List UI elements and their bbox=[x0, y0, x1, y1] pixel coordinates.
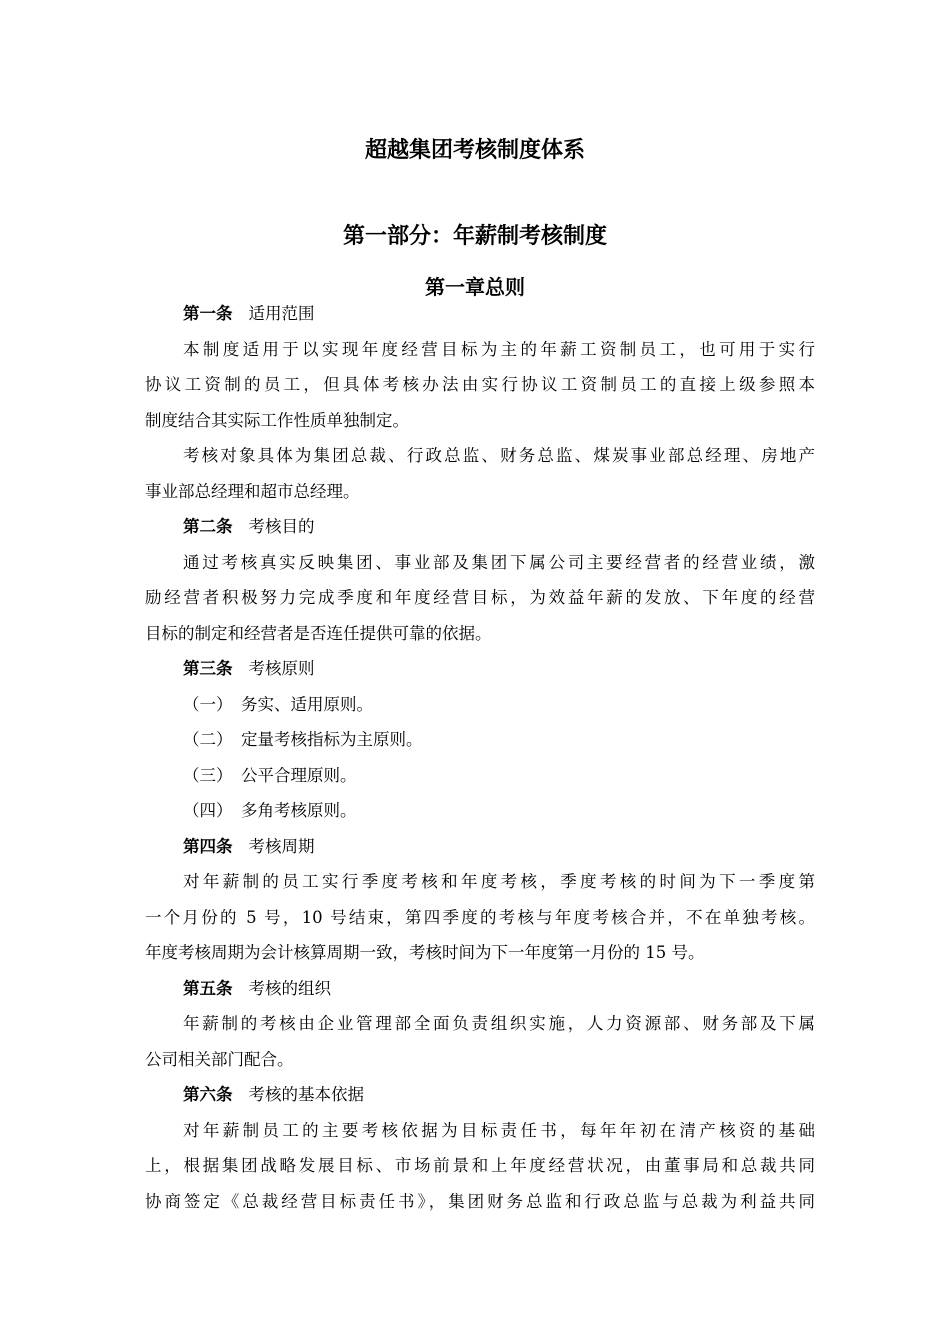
paragraph-line: 考核对象具体为集团总裁、行政总监、财务总监、煤炭事业部总经理、房地产 bbox=[183, 446, 815, 465]
article-heading-1 bbox=[145, 296, 815, 332]
principle-text: 定量考核指标为主原则。 bbox=[241, 730, 423, 749]
article-label: 第二条 bbox=[183, 517, 233, 536]
article-title: 考核原则 bbox=[248, 659, 315, 678]
article-label: 第三条 bbox=[183, 659, 233, 678]
article-heading-3 bbox=[145, 651, 815, 687]
paragraph-line: 对年薪制员工的主要考核依据为目标责任书，每年年初在清产核资的基础 bbox=[183, 1120, 815, 1140]
principle-item bbox=[145, 793, 815, 829]
article-label: 第四条 bbox=[183, 836, 233, 856]
article-heading-2 bbox=[145, 509, 815, 545]
part-title: 第一部分：年薪制考核制度 bbox=[342, 224, 607, 249]
paragraph-line: 一个月份的 5 号，10 号结束，第四季度的考核与年度考核合并，不在单独考核。 bbox=[145, 907, 815, 927]
article-title: 适用范围 bbox=[248, 304, 315, 323]
principle-item bbox=[145, 758, 815, 794]
article-heading-6 bbox=[145, 1077, 815, 1113]
paragraph-line: 年度考核周期为会计核算周期一致，考核时间为下一年度第一月份的 15 号。 bbox=[145, 943, 705, 962]
paragraph-line: 年薪制的考核由企业管理部全面负责组织实施，人力资源部、财务部及下属 bbox=[183, 1014, 815, 1033]
principle-number: （三） bbox=[183, 765, 233, 785]
paragraph-line: 通过考核真实反映集团、事业部及集团下属公司主要经营者的经营业绩，激 bbox=[183, 552, 815, 572]
article-title: 考核周期 bbox=[248, 836, 315, 856]
document-title: 超越集团考核制度体系 bbox=[364, 138, 585, 163]
paragraph-line: 上，根据集团战略发展目标、市场前景和上年度经营状况，由董事局和总裁共同 bbox=[145, 1156, 815, 1175]
principle-number: （二） bbox=[183, 730, 233, 749]
principle-text: 务实、适用原则。 bbox=[241, 694, 373, 714]
paragraph-line: 制度结合其实际工作性质单独制定。 bbox=[145, 410, 409, 430]
principle-text: 公平合理原则。 bbox=[241, 765, 357, 785]
paragraph-line: 目标的制定和经营者是否连任提供可靠的依据。 bbox=[145, 623, 492, 643]
article-title: 考核的基本依据 bbox=[248, 1085, 364, 1104]
paragraph-line: 本制度适用于以实现年度经营目标为主的年薪工资制员工，也可用于实行 bbox=[183, 339, 815, 359]
article-title: 考核目的 bbox=[248, 517, 315, 536]
article-title: 考核的组织 bbox=[248, 978, 331, 998]
article-label: 第一条 bbox=[183, 304, 233, 323]
article-heading-4 bbox=[145, 829, 815, 865]
principle-number: （一） bbox=[183, 694, 233, 714]
paragraph-line: 协议工资制的员工，但具体考核办法由实行协议工资制员工的直接上级参照本 bbox=[145, 375, 815, 394]
document-body bbox=[145, 296, 815, 1219]
paragraph-line: 励经营者积极努力完成季度和年度经营目标，为效益年薪的发放、下年度的经营 bbox=[145, 588, 815, 607]
article-heading-5 bbox=[145, 971, 815, 1007]
article-label: 第五条 bbox=[183, 978, 233, 998]
principle-item bbox=[145, 687, 815, 723]
paragraph-line: 事业部总经理和超市总经理。 bbox=[145, 481, 360, 501]
principle-text: 多角考核原则。 bbox=[241, 801, 357, 820]
paragraph-line: 公司相关部门配合。 bbox=[145, 1049, 294, 1069]
chapter-title: 第一章总则 bbox=[425, 275, 525, 299]
principle-number: （四） bbox=[183, 801, 233, 820]
article-label: 第六条 bbox=[183, 1085, 233, 1104]
principle-item bbox=[145, 722, 815, 758]
paragraph-line: 协商签定《总裁经营目标责任书》，集团财务总监和行政总监与总裁为利益共同 bbox=[145, 1191, 815, 1211]
paragraph-line: 对年薪制的员工实行季度考核和年度考核，季度考核的时间为下一季度第 bbox=[183, 872, 815, 891]
